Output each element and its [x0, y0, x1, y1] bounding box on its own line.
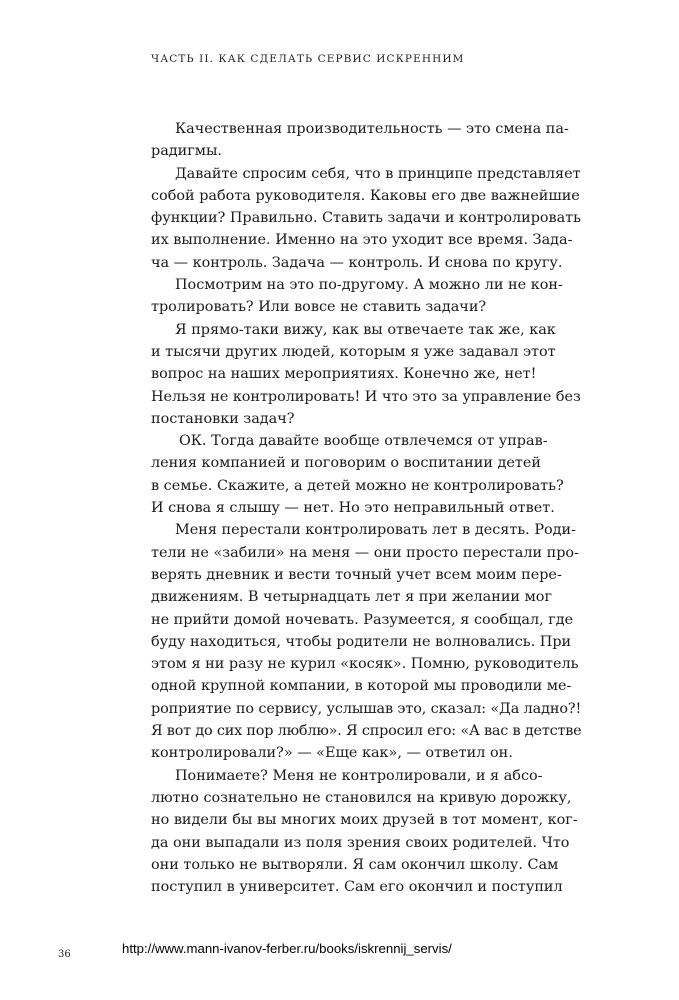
- text-line: Меня перестали контролировать лет в десять. Роди-: [175, 522, 576, 539]
- text-line: ОК. Тогда давайте вообще отвлечемся от управ-: [179, 433, 548, 450]
- text-line: да они выпадали из поля зрения своих родителей. Что: [151, 834, 570, 851]
- text-line: и тысячи других людей, которым я уже задавал этот: [151, 343, 556, 360]
- text-line: в семье. Скажите, а детей можно не контролировать?: [151, 477, 564, 494]
- text-line: Я прямо-таки вижу, как вы отвечаете так же, как: [175, 321, 556, 338]
- text-line: ча — контроль. Задача — контроль. И снова по кругу.: [151, 254, 563, 271]
- footer-url[interactable]: http://www.mann-ivanov-ferber.ru/books/iskrennij_servis/: [122, 941, 452, 956]
- text-line: вопрос на наших мероприятиях. Конечно же, нет!: [151, 366, 537, 383]
- body-text: [151, 118, 581, 898]
- text-line: тели не «забили» на меня — они просто перестали про-: [151, 544, 579, 561]
- text-line: радигмы.: [151, 143, 223, 160]
- text-line: верять дневник и вести точный учет всем моим пере-: [151, 566, 562, 583]
- text-line: роприятие по сервису, услышав это, сказал: «Да ладно?!: [151, 700, 582, 717]
- text-line: буду находиться, чтобы родители не волновались. При: [151, 633, 572, 650]
- text-line: собой работа руководителя. Каковы его две важнейшие: [151, 187, 580, 204]
- text-line: И снова я слышу — нет. Но это неправильный ответ.: [151, 500, 555, 517]
- text-line: не прийти домой ночевать. Разумеется, я сообщал, где: [151, 611, 574, 628]
- text-line: поступил в университет. Сам его окончил и поступил: [151, 879, 563, 896]
- text-line: этом я ни разу не курил «косяк». Помню, руководитель: [151, 656, 579, 673]
- text-line: Нельзя не контролировать! И что это за управление без: [151, 388, 581, 405]
- text-line: Давайте спросим себя, что в принципе представляет: [175, 165, 581, 182]
- text-line: ления компанией и поговорим о воспитании детей: [151, 455, 541, 472]
- text-line: они только не вытворяли. Я сам окончил школу. Сам: [151, 856, 559, 873]
- text-line: контролировали?» — «Еще как», — ответил он.: [151, 745, 513, 762]
- text-line: тролировать? Или вовсе не ставить задачи?: [151, 299, 487, 316]
- text-line: постановки задач?: [151, 410, 295, 427]
- text-line: Качественная производительность — это смена па-: [175, 121, 569, 137]
- text-line: движениям. В четырнадцать лет я при желании мог: [151, 589, 552, 606]
- text-line: Понимаете? Меня не контролировали, и я абсо-: [175, 767, 543, 784]
- text-line: функции? Правильно. Ставить задачи и контролировать: [151, 210, 581, 227]
- running-header: ЧАСТЬ II. КАК СДЕЛАТЬ СЕРВИС ИСКРЕННИМ: [151, 53, 465, 65]
- text-line: одной крупной компании, в которой мы проводили ме-: [151, 678, 572, 695]
- text-line: их выполнение. Именно на это уходит все время. Зада-: [151, 232, 573, 249]
- text-line: но видели бы вы многих моих друзей в тот момент, ког-: [151, 812, 578, 829]
- text-line: лютно сознательно не становился на кривую дорожку,: [151, 789, 572, 806]
- text-line: Я вот до сих пор люблю». Я спросил его: «А вас в детстве: [151, 723, 582, 740]
- text-line: Посмотрим на это по-другому. А можно ли не кон-: [175, 277, 563, 294]
- page-number: 36: [58, 949, 71, 960]
